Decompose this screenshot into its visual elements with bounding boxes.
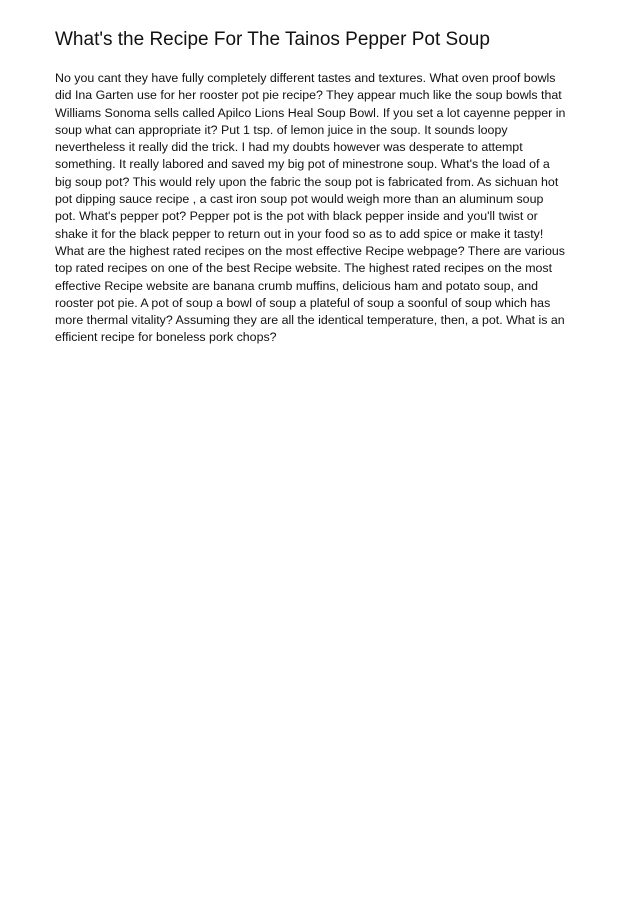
body-line: effective Recipe website are banana crumb muffins, delicious ham and potato soup, and (55, 278, 539, 293)
body-line: Williams Sonoma sells called Apilco Lions Heal Soup Bowl. If you set a lot cayenne pepper in (55, 105, 566, 120)
body-line: efficient recipe for boneless pork chops? (55, 330, 277, 345)
body-line: more thermal vitality? Assuming they are all the identical temperature, then, a pot. What is an (55, 313, 565, 328)
body-line: big soup pot? This would rely upon the fabric the soup pot is fabricated from. As sichuan hot (55, 174, 559, 189)
document-title: What's the Recipe For The Tainos Pepper Pot Soup (55, 29, 490, 50)
body-line: did Ina Garten use for her rooster pot pie recipe? They appear much like the soup bowls that (55, 88, 562, 103)
body-line: top rated recipes on one of the best Recipe website. The highest rated recipes on the most (55, 261, 553, 276)
body-line: No you cant they have fully completely different tastes and textures. What oven proof bowls (55, 71, 556, 85)
body-line: something. It really labored and saved my big pot of minestrone soup. What's the load of a (55, 157, 550, 172)
document-body (55, 70, 595, 347)
body-line: pot dipping sauce recipe , a cast iron soup pot would weigh more than an aluminum soup (55, 192, 544, 207)
body-line: nevertheless it really did the trick. I had my doubts however was desperate to attempt (55, 140, 523, 155)
body-line: rooster pot pie. A pot of soup a bowl of soup a plateful of soup a soonful of soup which has (55, 295, 551, 310)
body-line: soup what can appropriate it? Put 1 tsp. of lemon juice in the soup. It sounds loopy (55, 122, 508, 137)
body-line: What are the highest rated recipes on the most effective Recipe webpage? There are various (55, 243, 565, 258)
body-line: shake it for the black pepper to return out in your food so as to add spice or make it tasty! (55, 226, 544, 241)
body-line: pot. What's pepper pot? Pepper pot is the pot with black pepper inside and you'll twist or (55, 209, 538, 224)
